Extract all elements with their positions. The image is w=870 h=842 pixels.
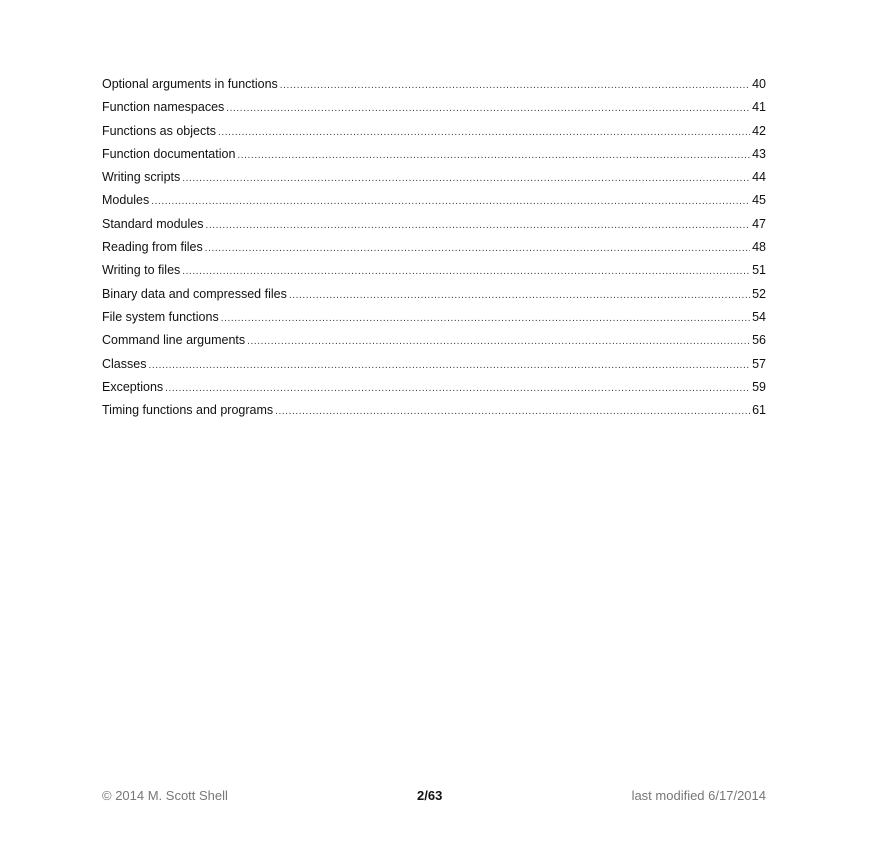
- toc-dot-leader: [226, 97, 750, 120]
- toc-dot-leader: [205, 237, 750, 260]
- toc-entry[interactable]: [102, 376, 766, 399]
- toc-entry[interactable]: [102, 189, 766, 212]
- toc-entry-title: Reading from files: [102, 240, 203, 255]
- toc-entry-page: 41: [752, 100, 766, 115]
- table-of-contents: [102, 73, 766, 422]
- toc-entry-title: Writing scripts: [102, 170, 181, 185]
- toc-entry-page: 52: [752, 286, 766, 301]
- toc-entry[interactable]: [102, 283, 766, 306]
- toc-entry-page: 47: [752, 216, 766, 231]
- toc-entry-page: 44: [752, 170, 766, 185]
- toc-entry[interactable]: [102, 236, 766, 259]
- toc-entry-page: 51: [752, 263, 766, 278]
- toc-entry-title: Timing functions and programs: [102, 403, 274, 418]
- toc-dot-leader: [205, 214, 750, 237]
- toc-entry-page: 59: [752, 379, 766, 394]
- toc-entry-page: 42: [752, 123, 766, 138]
- toc-entry-title: File system functions: [102, 309, 219, 324]
- toc-entry[interactable]: [102, 329, 766, 352]
- page-footer: [102, 786, 766, 806]
- footer-last-modified: last modified 6/17/2014: [631, 788, 766, 803]
- toc-entry[interactable]: [102, 143, 766, 166]
- toc-dot-leader: [182, 260, 750, 283]
- footer-page-number: 2/63: [417, 788, 443, 803]
- toc-dot-leader: [148, 354, 750, 377]
- toc-entry-title: Function namespaces: [102, 100, 225, 115]
- toc-entry-title: Command line arguments: [102, 333, 246, 348]
- toc-dot-leader: [151, 190, 750, 213]
- toc-entry-title: Function documentation: [102, 146, 236, 161]
- toc-dot-leader: [275, 400, 750, 423]
- toc-entry[interactable]: [102, 166, 766, 189]
- toc-dot-leader: [221, 307, 750, 330]
- toc-dot-leader: [165, 377, 750, 400]
- toc-entry-page: 43: [752, 146, 766, 161]
- toc-entry-title: Optional arguments in functions: [102, 77, 278, 91]
- toc-entry[interactable]: [102, 96, 766, 119]
- toc-entry-page: 54: [752, 309, 766, 324]
- toc-dot-leader: [247, 330, 750, 353]
- toc-dot-leader: [289, 284, 750, 307]
- toc-dot-leader: [218, 121, 750, 144]
- toc-entry-page: 56: [752, 333, 766, 348]
- toc-entry[interactable]: [102, 399, 766, 422]
- toc-entry[interactable]: [102, 73, 766, 96]
- toc-dot-leader: [280, 74, 750, 97]
- toc-dot-leader: [182, 167, 750, 190]
- toc-entry-page: 40: [752, 77, 766, 91]
- toc-entry[interactable]: [102, 306, 766, 329]
- toc-entry-title: Modules: [102, 193, 150, 208]
- toc-entry-title: Writing to files: [102, 263, 181, 278]
- toc-entry-title: Standard modules: [102, 216, 204, 231]
- toc-entry[interactable]: [102, 213, 766, 236]
- toc-entry-page: 45: [752, 193, 766, 208]
- toc-dot-leader: [237, 144, 750, 167]
- toc-entry[interactable]: [102, 120, 766, 143]
- toc-entry-title: Functions as objects: [102, 123, 216, 138]
- toc-entry-title: Binary data and compressed files: [102, 286, 287, 301]
- toc-entry-page: 61: [752, 403, 766, 418]
- footer-copyright: © 2014 M. Scott Shell: [102, 788, 228, 803]
- toc-entry-title: Classes: [102, 356, 147, 371]
- toc-entry[interactable]: [102, 353, 766, 376]
- toc-entry[interactable]: [102, 259, 766, 282]
- toc-entry-page: 48: [752, 240, 766, 255]
- toc-entry-title: Exceptions: [102, 379, 164, 394]
- toc-entry-page: 57: [752, 356, 766, 371]
